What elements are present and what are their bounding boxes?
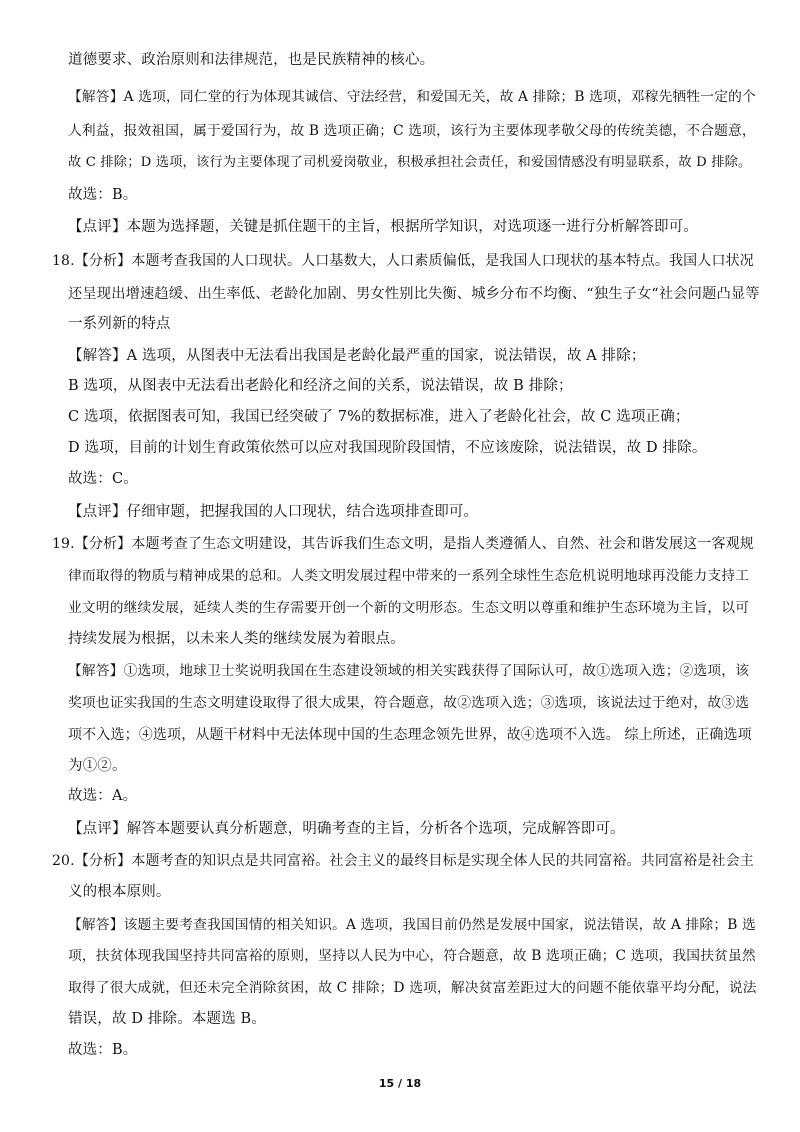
text-line: C 选项，依据图表可知，我国已经突破了 7%的数据标准，进入了老龄化社会，故 C 选项正确； [68, 409, 690, 425]
text-line: 还呈现出增速趋缓、出生率低、老龄化加剧、男女性别比失衡、城乡分布不均衡、“独生子女“社会问题凸显等 [68, 286, 760, 302]
answer-paragraph-line: 【解答】A 选项，从图表中无法看出我国是老龄化最严重的国家，说法错误，故 A 排除； [68, 348, 646, 364]
text-line: 道德要求、政治原则和法律规范，也是民族精神的核心。 [68, 52, 435, 68]
choice-line: 故选：B。 [68, 187, 138, 203]
question-18-analysis: 18.【分析】本题考查我国的人口现状。人口基数大，人口素质偏低，是我国人口现状的基本特点。我国人口状况 [52, 253, 754, 269]
comment-line: 【点评】解答本题要认真分析题意，明确考查的主旨，分析各个选项，完成解答即可。 [68, 821, 625, 837]
text-line: 律而取得的物质与精神成果的总和。人类文明发展过程中带来的一系列全球性生态危机说明地球再没能力支持工 [68, 568, 750, 584]
choice-line: 故选：C。 [68, 471, 138, 487]
answer-paragraph-line: 【解答】A 选项，同仁堂的行为体现其诚信、守法经营，和爱国无关，故 A 排除；B 选项，邓稼先牺牲一定的个 [68, 89, 756, 105]
comment-line: 【点评】仔细审题，把握我国的人口现状，结合选项排查即可。 [68, 504, 479, 520]
text-line: 人利益，报效祖国，属于爱国行为，故 B 选项正确；C 选项，该行为主要体现孝敬父母的传统美德，不合题意， [68, 123, 756, 139]
text-line: 故 C 排除；D 选项，该行为主要体现了司机爱岗敬业，积极承担社会责任，和爱国情感没有明显联系，故 D 排除。 [68, 155, 752, 170]
text-line: D 选项，目前的计划生育政策依然可以应对我国现阶段国情，不应该废除，说法错误，故 D 排除。 [68, 440, 707, 456]
text-line: 持续发展为根据，以未来人类的继续发展为着眼点。 [68, 631, 405, 647]
text-line: 取得了很大成就，但还未完全消除贫困，故 C 排除；D 选项，解决贫富差距过大的问题不能依靠平均分配，说法 [68, 980, 757, 996]
text-line: 一系列新的特点 [68, 316, 171, 332]
choice-line: 故选：B。 [68, 1042, 138, 1058]
question-20-analysis: 20.【分析】本题考查的知识点是共同富裕。社会主义的最终目标是实现全体人民的共同富裕。共同富裕是社会主 [52, 853, 754, 869]
text-line: 为①②。 [68, 758, 127, 774]
answer-paragraph-line: 【解答】该题主要考查我国国情的相关知识。A 选项，我国目前仍然是发展中国家，说法错误，故 A 排除；B 选 [68, 917, 756, 933]
text-line: 错误，故 D 排除。本题选 B。 [68, 1011, 267, 1027]
page-number: 15 / 18 [378, 1077, 422, 1090]
text-line: 业文明的继续发展，延续人类的生存需要开创一个新的文明形态。生态文明以尊重和维护生态环境为主旨，以可 [68, 600, 750, 616]
text-line: 义的根本原则。 [68, 884, 171, 900]
text-line: 项不入选；④选项，从题干材料中无法体现中国的生态理念领先世界，故④选项不入选。 综上所述，正确选项 [68, 727, 752, 743]
question-19-analysis: 19.【分析】本题考查了生态文明建设，其告诉我们生态文明，是指人类遵循人、自然、社会和谐发展这一客观规 [52, 536, 754, 552]
text-line: 奖项也证实我国的生态文明建设取得了很大成果，符合题意，故②选项入选；③选项，该说法过于绝对，故③选 [68, 695, 750, 711]
choice-line: 故选：A。 [68, 788, 138, 804]
text-line: 项，扶贫体现我国坚持共同富裕的原则，坚持以人民为中心，符合题意，故 B 选项正确；C 选项，我国扶贫虽然 [68, 948, 756, 964]
answer-paragraph-line: 【解答】①选项，地球卫士奖说明我国在生态建设领域的相关实践获得了国际认可，故①选项入选；②选项，该 [68, 663, 750, 679]
text-line: B 选项，从图表中无法看出老龄化和经济之间的关系，说法错误，故 B 排除； [68, 378, 573, 394]
comment-line: 【点评】本题为选择题，关键是抓住题干的主旨，根据所学知识，对选项逐一进行分析解答即可。 [68, 219, 698, 235]
